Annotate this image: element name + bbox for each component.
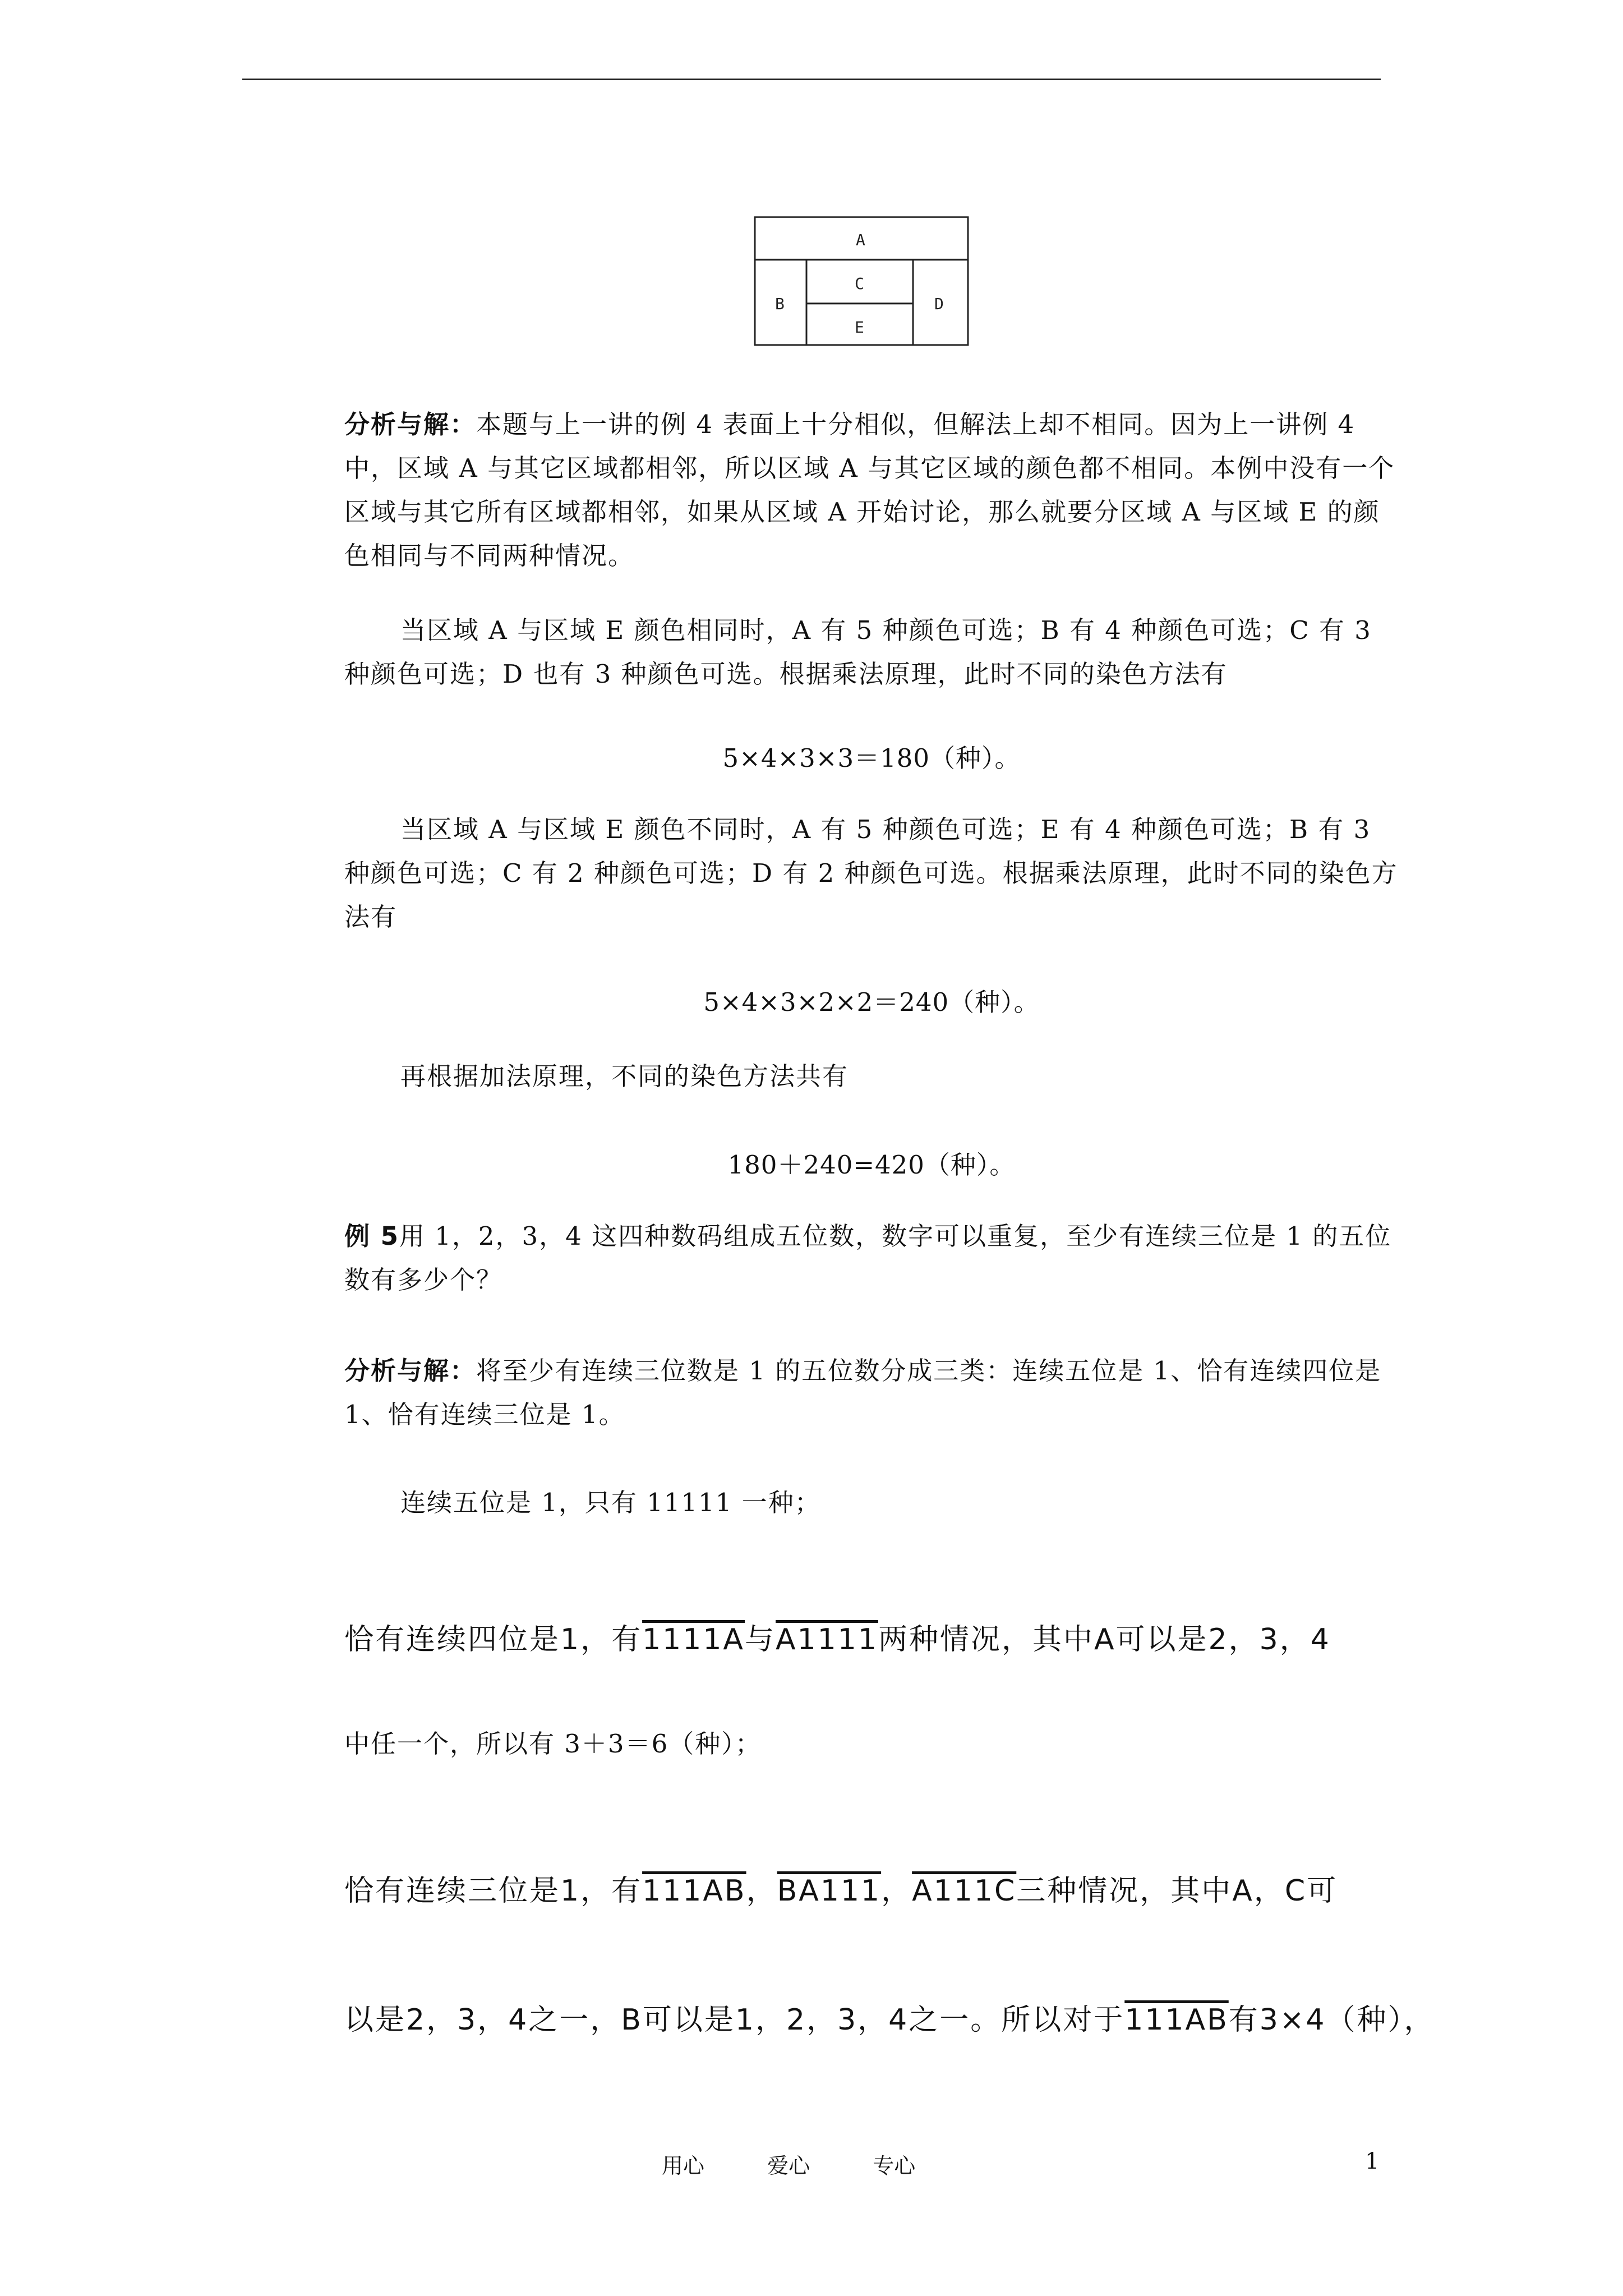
header-rule: [242, 79, 1381, 80]
analysis-paragraph-2: [344, 1349, 1399, 1437]
analysis-heading: 分析与解：: [344, 409, 477, 439]
three-ones-line-2: [344, 1996, 1435, 2038]
three-ones-number-2: BA111: [777, 1874, 882, 1908]
analysis-text: 本题与上一讲的例 4 表面上十分相似，但解法上却不相同。因为上一讲例 4 中，区域 A 与其它区域都相邻，所以区域 A 与其它区域的颜色都不相同。本例中没有一个区域与其它所有区域都相邻，如果从区域 A 开始讨论，那么就要分区域 A 与区域 E 的颜色相同与不同两种情况。: [344, 409, 1395, 570]
four-ones-cont-text: 中任一个，所以有 3＋3＝6（种）；: [344, 1729, 762, 1759]
case-same-formula: 5×4×3×3＝180（种）。: [722, 743, 1021, 773]
three-ones-number-1: 111AB: [642, 1874, 746, 1908]
example5-heading: 例 5: [344, 1221, 399, 1251]
region-label-d: D: [934, 295, 944, 313]
three-ones-sep-1: ，: [746, 1874, 777, 1908]
three-ones-sep-2: ，: [881, 1874, 912, 1908]
page-footer: [662, 2148, 971, 2179]
region-diagram: [754, 216, 969, 346]
three-ones-line2-number: 111AB: [1124, 2003, 1229, 2037]
four-ones-line: [344, 1616, 1331, 1658]
five-ones-paragraph: [344, 1481, 1399, 1525]
addition-paragraph: [344, 1055, 1399, 1098]
analysis-paragraph-1: [344, 403, 1399, 578]
region-label-e: E: [855, 318, 864, 337]
example5-paragraph: [344, 1214, 1399, 1302]
analysis2-text: 将至少有连续三位数是 1 的五位数分成三类：连续五位是 1、恰有连续四位是 1、恰有连续三位是 1。: [344, 1356, 1382, 1429]
three-ones-post: 三种情况，其中A，C可: [1016, 1874, 1338, 1908]
three-ones-line2-pre: 以是2，3，4之一，B可以是1，2，3，4之一。所以对于: [344, 2003, 1125, 2037]
case-diff-paragraph: [344, 808, 1399, 939]
page-number: 1: [1365, 2148, 1380, 2174]
case-same-text: 当区域 A 与区域 E 颜色相同时，A 有 5 种颜色可选；B 有 4 种颜色可选；C 有 3 种颜色可选；D 也有 3 种颜色可选。根据乘法原理，此时不同的染色方法有: [344, 615, 1372, 689]
footer-item-2: 爱心: [767, 2154, 810, 2178]
three-ones-pre: 恰有连续三位是1，有: [344, 1874, 643, 1908]
region-label-c: C: [855, 274, 864, 293]
analysis2-heading: 分析与解：: [344, 1356, 477, 1386]
case-diff-text: 当区域 A 与区域 E 颜色不同时，A 有 5 种颜色可选；E 有 4 种颜色可选；B 有 3 种颜色可选；C 有 2 种颜色可选；D 有 2 种颜色可选。根据乘法原理，此时不同的染色方法有: [344, 815, 1398, 932]
four-ones-continuation: [344, 1722, 1399, 1766]
four-ones-pre: 恰有连续四位是1，有: [344, 1623, 643, 1657]
case-diff-formula: 5×4×3×2×2＝240（种）。: [703, 987, 1040, 1017]
region-diagram-svg: [754, 216, 969, 346]
five-ones-text: 连续五位是 1，只有 11111 一种；: [400, 1488, 821, 1517]
footer-item-3: 专心: [873, 2154, 916, 2178]
four-ones-number-1: 1111A: [642, 1623, 745, 1657]
three-ones-number-3: A111C: [912, 1874, 1017, 1908]
four-ones-post: 两种情况，其中A可以是2，3，4: [878, 1623, 1331, 1657]
case-same-paragraph: [344, 609, 1399, 696]
region-label-b: B: [775, 295, 785, 313]
addition-text: 再根据加法原理，不同的染色方法共有: [400, 1061, 849, 1091]
three-ones-line2-post: 有3×4（种），: [1228, 2003, 1435, 2037]
region-label-a: A: [856, 231, 865, 249]
four-ones-number-2: A1111: [776, 1623, 878, 1657]
addition-formula: 180＋240=420（种）。: [727, 1150, 1016, 1180]
example5-text: 用 1，2，3，4 这四种数码组成五位数，数字可以重复，至少有连续三位是 1 的五位数有多少个？: [344, 1221, 1392, 1295]
footer-item-1: 用心: [662, 2154, 705, 2178]
three-ones-line-1: [344, 1867, 1338, 1909]
four-ones-mid: 与: [745, 1623, 776, 1657]
